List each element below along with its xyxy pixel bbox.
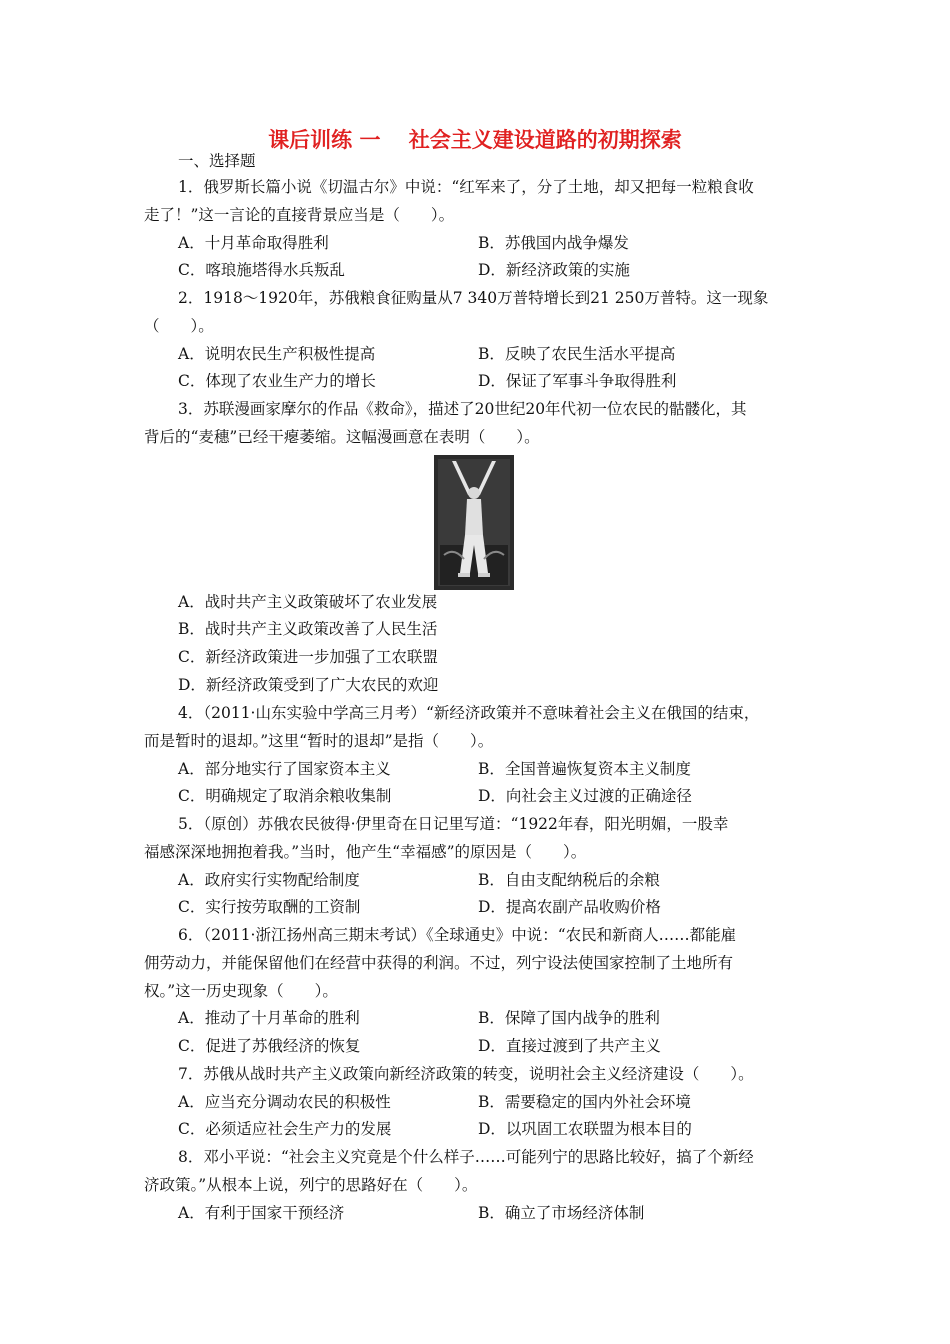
question-2-option-a: A．说明农民生产积极性提高 bbox=[178, 345, 376, 363]
question-2-option-b: B．反映了农民生活水平提高 bbox=[478, 345, 676, 363]
question-7-line-1: 7．苏俄从战时共产主义政策向新经济政策的转变，说明社会主义经济建设（ ）。 bbox=[178, 1065, 754, 1083]
cartoon-image bbox=[434, 455, 514, 590]
question-8-option-b: B．确立了市场经济体制 bbox=[478, 1204, 645, 1222]
question-8-line-2: 济政策。”从根本上说，列宁的思路好在（ ）。 bbox=[144, 1176, 478, 1194]
question-3-line-1: 3．苏联漫画家摩尔的作品《救命》，描述了20世纪20年代初一位农民的骷髅化，其 bbox=[178, 400, 747, 418]
question-5-option-d: D．提高农副产品收购价格 bbox=[478, 898, 661, 916]
question-3-option-d: D．新经济政策受到了广大农民的欢迎 bbox=[178, 676, 439, 694]
question-7-option-d: D．以巩固工农联盟为根本目的 bbox=[478, 1120, 692, 1138]
question-1-option-d: D．新经济政策的实施 bbox=[478, 261, 630, 279]
question-4-line-1: 4．（2011·山东实验中学高三月考）“新经济政策并不意味着社会主义在俄国的结束， bbox=[178, 704, 760, 722]
question-4-option-c: C．明确规定了取消余粮收集制 bbox=[178, 787, 392, 805]
question-2-option-d: D．保证了军事斗争取得胜利 bbox=[478, 372, 677, 390]
section-heading: 一、选择题 bbox=[178, 152, 256, 170]
question-2-line-2: （ ）。 bbox=[144, 317, 214, 335]
question-2-line-1: 2．1918～1920年，苏俄粮食征购量从7 340万普特增长到21 250万普特。这一现象 bbox=[178, 289, 769, 307]
question-6-option-b: B．保障了国内战争的胜利 bbox=[478, 1009, 660, 1027]
question-5-option-a: A．政府实行实物配给制度 bbox=[178, 871, 360, 889]
question-4-option-b: B．全国普遍恢复资本主义制度 bbox=[478, 760, 691, 778]
question-2-option-c: C．体现了农业生产力的增长 bbox=[178, 372, 376, 390]
question-1-option-b: B．苏俄国内战争爆发 bbox=[478, 234, 629, 252]
question-6-line-2: 佣劳动力，并能保留他们在经营中获得的利润。不过，列宁设法使国家控制了土地所有 bbox=[144, 954, 734, 972]
question-1-option-c: C．喀琅施塔得水兵叛乱 bbox=[178, 261, 345, 279]
question-1-line-2: 走了！”这一言论的直接背景应当是（ ）。 bbox=[144, 206, 455, 224]
question-5-line-1: 5．（原创）苏俄农民彼得·伊里奇在日记里写道：“1922年春，阳光明媚，一股幸 bbox=[178, 815, 729, 833]
page-title: 课后训练 一 社会主义建设道路的初期探索 bbox=[268, 128, 682, 152]
question-1-line-1: 1．俄罗斯长篇小说《切温古尔》中说：“红军来了，分了土地，却又把每一粒粮食收 bbox=[178, 178, 754, 196]
question-8-option-a: A．有利于国家干预经济 bbox=[178, 1204, 345, 1222]
question-7-option-a: A．应当充分调动农民的积极性 bbox=[178, 1093, 391, 1111]
question-4-option-d: D．向社会主义过渡的正确途径 bbox=[478, 787, 692, 805]
question-6-option-d: D．直接过渡到了共产主义 bbox=[478, 1037, 661, 1055]
question-3-option-c: C．新经济政策进一步加强了工农联盟 bbox=[178, 648, 438, 666]
question-5-option-c: C．实行按劳取酬的工资制 bbox=[178, 898, 361, 916]
question-5-option-b: B．自由支配纳税后的余粮 bbox=[478, 871, 660, 889]
question-4-option-a: A．部分地实行了国家资本主义 bbox=[178, 760, 391, 778]
question-4-line-2: 而是暂时的退却。”这里“暂时的退却”是指（ ）。 bbox=[144, 732, 494, 750]
question-3-line-2: 背后的“麦穗”已经干瘪萎缩。这幅漫画意在表明（ ）。 bbox=[144, 428, 540, 446]
question-1-option-a: A．十月革命取得胜利 bbox=[178, 234, 329, 252]
question-6-line-1: 6．（2011·浙江扬州高三期末考试）《全球通史》中说：“农民和新商人……都能雇 bbox=[178, 926, 737, 944]
question-6-option-a: A．推动了十月革命的胜利 bbox=[178, 1009, 360, 1027]
question-5-line-2: 福感深深地拥抱着我。”当时，他产生“幸福感”的原因是（ ）。 bbox=[144, 843, 587, 861]
question-3-option-b: B．战时共产主义政策改善了人民生活 bbox=[178, 620, 438, 638]
question-7-option-c: C．必须适应社会生产力的发展 bbox=[178, 1120, 392, 1138]
question-8-line-1: 8．邓小平说：“社会主义究竟是个什么样子……可能列宁的思路比较好，搞了个新经 bbox=[178, 1148, 754, 1166]
question-7-option-b: B．需要稳定的国内外社会环境 bbox=[478, 1093, 691, 1111]
question-3-option-a: A．战时共产主义政策破坏了农业发展 bbox=[178, 593, 438, 611]
question-6-option-c: C．促进了苏俄经济的恢复 bbox=[178, 1037, 361, 1055]
question-6-line-3: 权。”这一历史现象（ ）。 bbox=[144, 982, 338, 1000]
